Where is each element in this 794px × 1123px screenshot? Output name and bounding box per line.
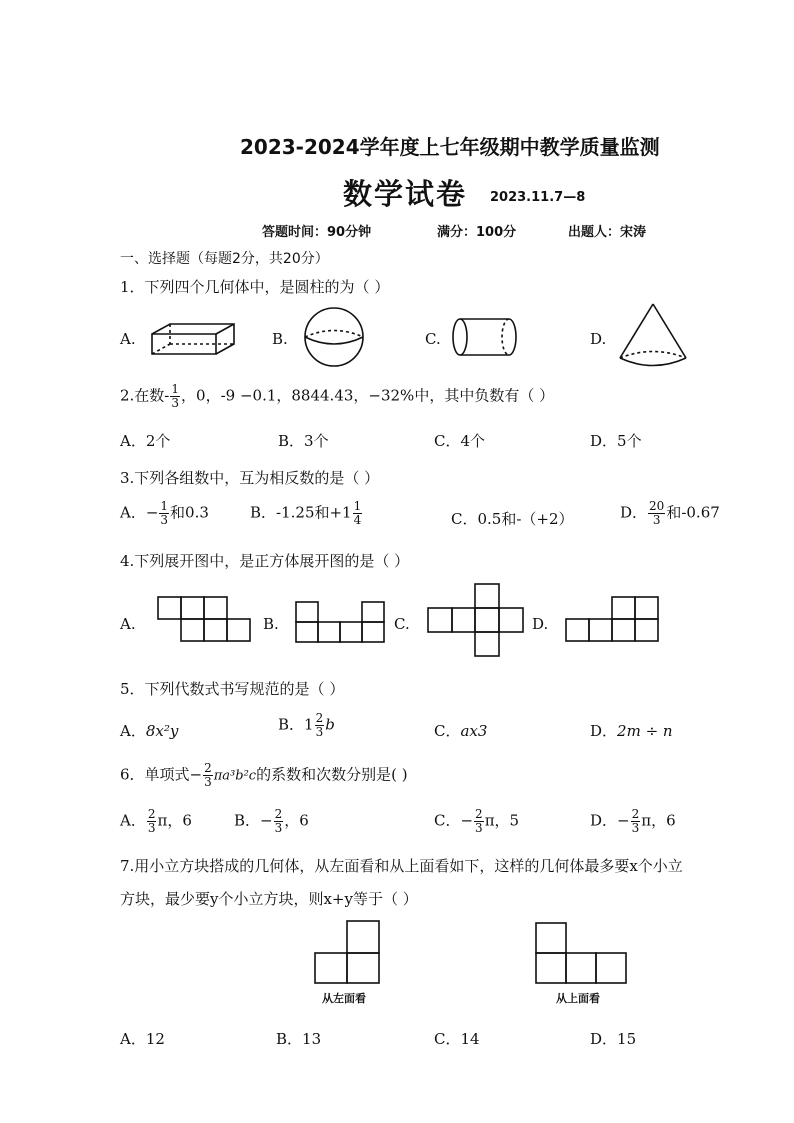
q4-option-a: A. — [120, 615, 136, 633]
q7-option-b: B．13 — [276, 1030, 322, 1048]
q5-option-a — [120, 720, 178, 741]
q6-num: 2 — [204, 761, 212, 775]
q6-d-fraction — [631, 808, 641, 835]
q6-a-num: 2 — [147, 807, 156, 821]
q3-d-pre: D． — [620, 503, 648, 522]
answer-time: 答题时间：90分钟 — [262, 225, 372, 240]
q6-c-post: π，5 — [484, 811, 520, 830]
q3-a-den: 3 — [160, 513, 169, 527]
exam-date: 2023.11.7—8 — [490, 190, 586, 205]
top-view-caption: 从上面看 — [556, 992, 600, 1005]
q3-d-fraction — [648, 500, 665, 527]
q6-stem — [120, 762, 408, 789]
q1-option-c: C. — [425, 330, 441, 348]
q6-expr: πa³b²c — [213, 768, 257, 784]
q6-fraction — [203, 762, 213, 789]
q7-option-a: A．12 — [120, 1030, 165, 1048]
q6-option-a — [120, 808, 192, 835]
left-view-figure — [315, 921, 381, 985]
q4-option-d: D. — [532, 615, 549, 633]
q5-b-post: b — [325, 715, 335, 734]
q3-stem: 3.下列各组数中，互为相反数的是（ ） — [120, 469, 380, 487]
q3-a-post: 和0.3 — [170, 503, 209, 522]
q6-d-den: 3 — [631, 821, 640, 835]
q6-c-fraction — [474, 808, 484, 835]
q2-stem-pre: 2.在数- — [120, 386, 170, 405]
cone-figure — [618, 303, 688, 371]
cuboid-figure — [150, 322, 240, 357]
q5-a-pre: A． — [120, 722, 146, 740]
q6-c-den: 3 — [475, 821, 483, 835]
author: 出题人：宋涛 — [568, 225, 647, 240]
q6-den: 3 — [204, 775, 212, 789]
q1-option-b: B. — [272, 330, 288, 348]
q2-stem — [120, 383, 554, 410]
q3-option-d — [620, 500, 720, 527]
q3-b-den: 4 — [353, 513, 362, 527]
q6-post: 的系数和次数分别是( ) — [256, 765, 408, 784]
q5-b-den: 3 — [315, 725, 324, 739]
sphere-figure — [303, 306, 365, 368]
net-d-figure — [566, 597, 660, 643]
q4-stem: 4.下列展开图中，是正方体展开图的是（ ） — [120, 552, 410, 570]
q6-b-post: ，6 — [284, 811, 309, 830]
q6-option-b — [234, 808, 309, 835]
section-heading: 一、选择题（每题2分，共20分） — [120, 251, 329, 267]
q1-stem: 1．下列四个几何体中，是圆柱的为（ ） — [120, 278, 390, 296]
q7-stem-line1: 7.用小立方块搭成的几何体，从左面看和从上面看如下，这样的几何体最多要x个小立 — [120, 857, 683, 875]
q2-fraction-den: 3 — [171, 396, 180, 410]
q5-b-pre: B．1 — [278, 715, 314, 734]
q5-stem: 5．下列代数式书写规范的是（ ） — [120, 680, 345, 698]
q5-option-d — [590, 720, 673, 741]
q6-d-num: 2 — [631, 807, 640, 821]
q2-fraction — [170, 383, 180, 410]
q4-option-b: B. — [263, 615, 279, 633]
q6-b-den: 3 — [274, 821, 283, 835]
exam-title: 2023-2024学年度上七年级期中教学质量监测 — [240, 135, 660, 159]
q3-option-a — [120, 500, 209, 527]
q5-d-expr: 2m ÷ n — [617, 722, 673, 740]
q3-b-fraction — [353, 500, 363, 527]
net-b-figure — [296, 602, 386, 644]
left-view-caption: 从左面看 — [322, 992, 366, 1005]
q2-option-d: D．5个 — [590, 432, 642, 450]
q5-option-b — [278, 712, 335, 739]
q7-option-d: D．15 — [590, 1030, 637, 1048]
subject-title: 数学试卷 — [343, 177, 468, 211]
q6-b-num: 2 — [274, 807, 283, 821]
q3-b-num: 1 — [353, 499, 362, 513]
q5-b-num: 2 — [315, 711, 324, 725]
q2-stem-post: ，0，-9 −0.1，8844.43，−32%中，其中负数有（ ） — [181, 386, 555, 405]
q3-option-c: C．0.5和-（+2） — [451, 510, 574, 528]
q2-option-b: B．3个 — [278, 432, 329, 450]
q6-a-post: π，6 — [157, 811, 192, 830]
q3-a-fraction — [159, 500, 169, 527]
q3-b-pre: B．-1.25和+1 — [250, 503, 352, 522]
top-view-figure — [536, 923, 630, 985]
q6-b-fraction — [274, 808, 284, 835]
q6-pre: 6．单项式− — [120, 765, 203, 784]
q6-c-pre: C．− — [434, 811, 474, 830]
q5-a-expr: 8x²y — [145, 722, 179, 740]
q3-a-num: 1 — [160, 499, 169, 513]
q3-d-post: 和-0.67 — [666, 503, 720, 522]
q6-option-c — [434, 808, 519, 835]
q6-d-pre: D．− — [590, 811, 630, 830]
q6-a-den: 3 — [147, 821, 156, 835]
q7-option-c: C．14 — [434, 1030, 480, 1048]
q6-b-pre: B．− — [234, 811, 273, 830]
q1-option-a: A. — [120, 330, 136, 348]
q4-option-c: C. — [394, 615, 410, 633]
q6-option-d — [590, 808, 676, 835]
q3-a-pre: A．− — [120, 503, 159, 522]
q1-option-d: D. — [590, 330, 607, 348]
q7-stem-line2: 方块，最少要y个小立方块，则x+y等于（ ） — [120, 890, 418, 908]
q5-b-fraction — [315, 712, 325, 739]
q2-option-c: C．4个 — [434, 432, 486, 450]
q2-fraction-num: 1 — [171, 382, 180, 396]
q5-option-c — [434, 720, 487, 741]
q5-d-pre: D． — [590, 722, 618, 740]
q2-option-a: A．2个 — [120, 432, 171, 450]
full-score: 满分：100分 — [437, 225, 517, 240]
cylinder-figure — [452, 318, 518, 358]
q3-d-den: 3 — [652, 513, 661, 527]
q6-c-num: 2 — [475, 807, 483, 821]
net-a-figure — [158, 597, 252, 643]
q6-a-fraction — [147, 808, 157, 835]
q3-d-num: 20 — [649, 499, 665, 513]
net-c-figure — [428, 584, 526, 658]
q5-c-expr: ax3 — [460, 722, 488, 740]
q6-a-pre: A． — [120, 811, 146, 830]
q5-c-pre: C． — [434, 722, 461, 740]
q6-d-post: π，6 — [641, 811, 676, 830]
q3-option-b — [250, 500, 363, 527]
